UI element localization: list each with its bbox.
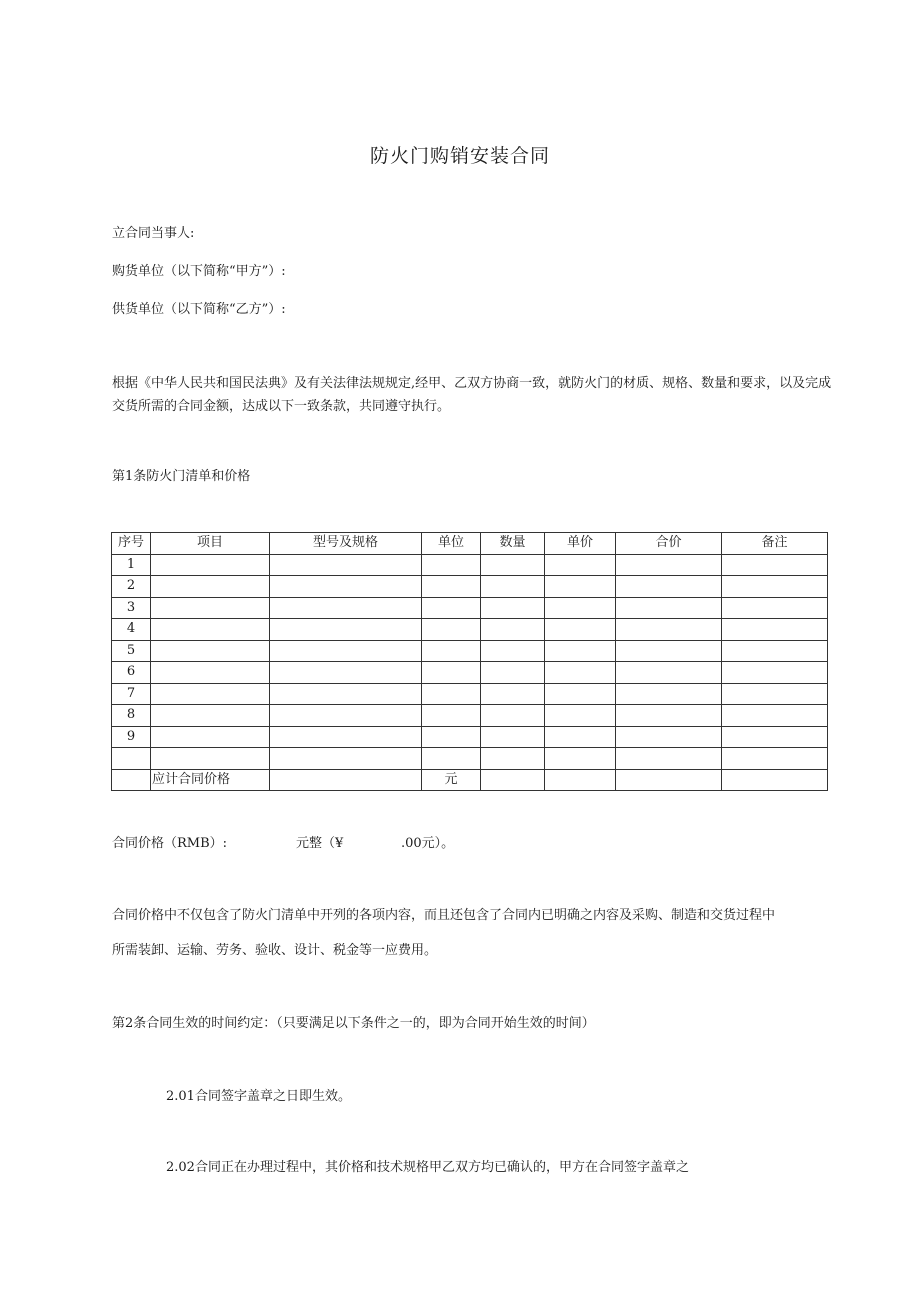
table-cell (722, 597, 828, 619)
table-cell (151, 640, 270, 662)
table-cell (481, 662, 545, 684)
parties-heading: 立合同当事人: (112, 226, 195, 241)
table-cell (481, 597, 545, 619)
price-inclusion-line1: 合同价格中不仅包含了防火门清单中开列的各项内容，而且还包含了合同内已明确之内容及采购、制造和交货过程中 (112, 908, 776, 923)
table-cell (722, 662, 828, 684)
table-row (112, 748, 828, 770)
table-cell (481, 640, 545, 662)
table-cell (270, 597, 422, 619)
table-cell (616, 769, 722, 791)
table-cell (270, 748, 422, 770)
table-cell (151, 619, 270, 641)
table-cell (422, 576, 481, 598)
table-cell (422, 597, 481, 619)
table-cell (270, 726, 422, 748)
table-cell (545, 662, 616, 684)
table-cell (151, 576, 270, 598)
table-header-cell: 型号及规格 (270, 533, 422, 555)
table-row (112, 619, 828, 641)
row-number-cell: 2 (112, 576, 151, 598)
row-number-cell: 7 (112, 683, 151, 705)
table-cell (722, 554, 828, 576)
table-cell (151, 726, 270, 748)
table-cell (722, 726, 828, 748)
table-cell (481, 576, 545, 598)
table-cell (616, 554, 722, 576)
table-cell (481, 748, 545, 770)
article1-heading: 第1条防火门清单和价格 (112, 469, 251, 484)
price-inclusion-line2: 所需装卸、运输、劳务、验收、设计、税金等一应费用。 (112, 943, 438, 958)
table-cell (270, 619, 422, 641)
price-list-table (111, 532, 828, 791)
contract-price-yuan: 元整（¥ (296, 836, 344, 851)
table-cell (616, 705, 722, 727)
table-cell (616, 597, 722, 619)
table-cell (545, 640, 616, 662)
table-cell (151, 705, 270, 727)
intro-paragraph: 根据《中华人民共和国民法典》及有关法律法规规定,经甲、乙双方协商一致，就防火门的材质、规格、数量和要求，以及完成交货所需的合同金额，达成以下一致条款，共同遵守执行。 (112, 376, 832, 414)
table-cell (270, 662, 422, 684)
table-cell (422, 554, 481, 576)
row-number-cell: 6 (112, 662, 151, 684)
contract-price-cents: .00元）。 (401, 836, 455, 851)
table-cell (722, 640, 828, 662)
table-cell (481, 619, 545, 641)
table-cell (545, 597, 616, 619)
table-row (112, 683, 828, 705)
table-cell (151, 554, 270, 576)
table-row (112, 576, 828, 598)
article2-item-2: 2.02合同正在办理过程中，其价格和技术规格甲乙双方均已确认的，甲方在合同签字盖章之 (166, 1160, 689, 1175)
table-header-row (112, 533, 828, 555)
total-unit-cell: 元 (422, 769, 481, 791)
table-cell (616, 662, 722, 684)
table-cell (270, 576, 422, 598)
table-cell (270, 640, 422, 662)
buyer-line: 购货单位（以下简称“甲方”）: (112, 264, 286, 279)
table-row (112, 726, 828, 748)
article2-item-1: 2.01合同签字盖章之日即生效。 (166, 1089, 351, 1104)
table-cell (722, 705, 828, 727)
table-cell (545, 576, 616, 598)
table-cell (545, 726, 616, 748)
table-cell (422, 662, 481, 684)
total-label-cell: 应计合同价格 (151, 769, 270, 791)
table-cell (270, 769, 422, 791)
row-number-cell: 8 (112, 705, 151, 727)
table-cell (481, 705, 545, 727)
table-total-row (112, 769, 828, 791)
table-row (112, 705, 828, 727)
table-cell (481, 726, 545, 748)
table-header-cell: 合价 (616, 533, 722, 555)
contract-price-label: 合同价格（RMB）: (112, 836, 228, 851)
table-row (112, 662, 828, 684)
table-cell (151, 597, 270, 619)
table-cell (616, 640, 722, 662)
table-cell (722, 748, 828, 770)
table-cell (545, 683, 616, 705)
table-cell (481, 769, 545, 791)
row-number-cell: 5 (112, 640, 151, 662)
table-header-cell: 序号 (112, 533, 151, 555)
table-cell (270, 554, 422, 576)
table-cell (722, 769, 828, 791)
table-cell (545, 769, 616, 791)
table-cell (422, 640, 481, 662)
table-cell (722, 619, 828, 641)
table-cell (616, 576, 722, 598)
table-header-cell: 单位 (422, 533, 481, 555)
supplier-line: 供货单位（以下简称“乙方”）: (112, 302, 286, 317)
table-cell (151, 748, 270, 770)
row-number-cell: 4 (112, 619, 151, 641)
table-cell (422, 726, 481, 748)
row-number-cell: 3 (112, 597, 151, 619)
article2-heading: 第2条合同生效的时间约定：（只要满足以下条件之一的，即为合同开始生效的时间） (112, 1016, 595, 1031)
table-header-cell: 项目 (151, 533, 270, 555)
table-header-cell: 数量 (481, 533, 545, 555)
row-number-cell: 1 (112, 554, 151, 576)
table-row (112, 640, 828, 662)
table-cell (422, 748, 481, 770)
table-cell (270, 683, 422, 705)
table-cell (481, 554, 545, 576)
table-cell (616, 726, 722, 748)
row-number-cell (112, 748, 151, 770)
row-number-cell: 9 (112, 726, 151, 748)
table-cell (616, 748, 722, 770)
table-cell (151, 683, 270, 705)
table-cell (112, 769, 151, 791)
table-header-cell: 备注 (722, 533, 828, 555)
table-cell (545, 619, 616, 641)
page-title: 防火门购销安装合同 (369, 145, 550, 167)
table-cell (545, 554, 616, 576)
table-cell (422, 619, 481, 641)
table-cell (545, 705, 616, 727)
table-cell (422, 705, 481, 727)
table-cell (722, 576, 828, 598)
table-cell (722, 683, 828, 705)
table-cell (545, 748, 616, 770)
table-cell (270, 705, 422, 727)
table-row (112, 554, 828, 576)
table-cell (422, 683, 481, 705)
table-row (112, 597, 828, 619)
table-cell (616, 683, 722, 705)
table-header-cell: 单价 (545, 533, 616, 555)
table-cell (616, 619, 722, 641)
table-cell (481, 683, 545, 705)
table-cell (151, 662, 270, 684)
